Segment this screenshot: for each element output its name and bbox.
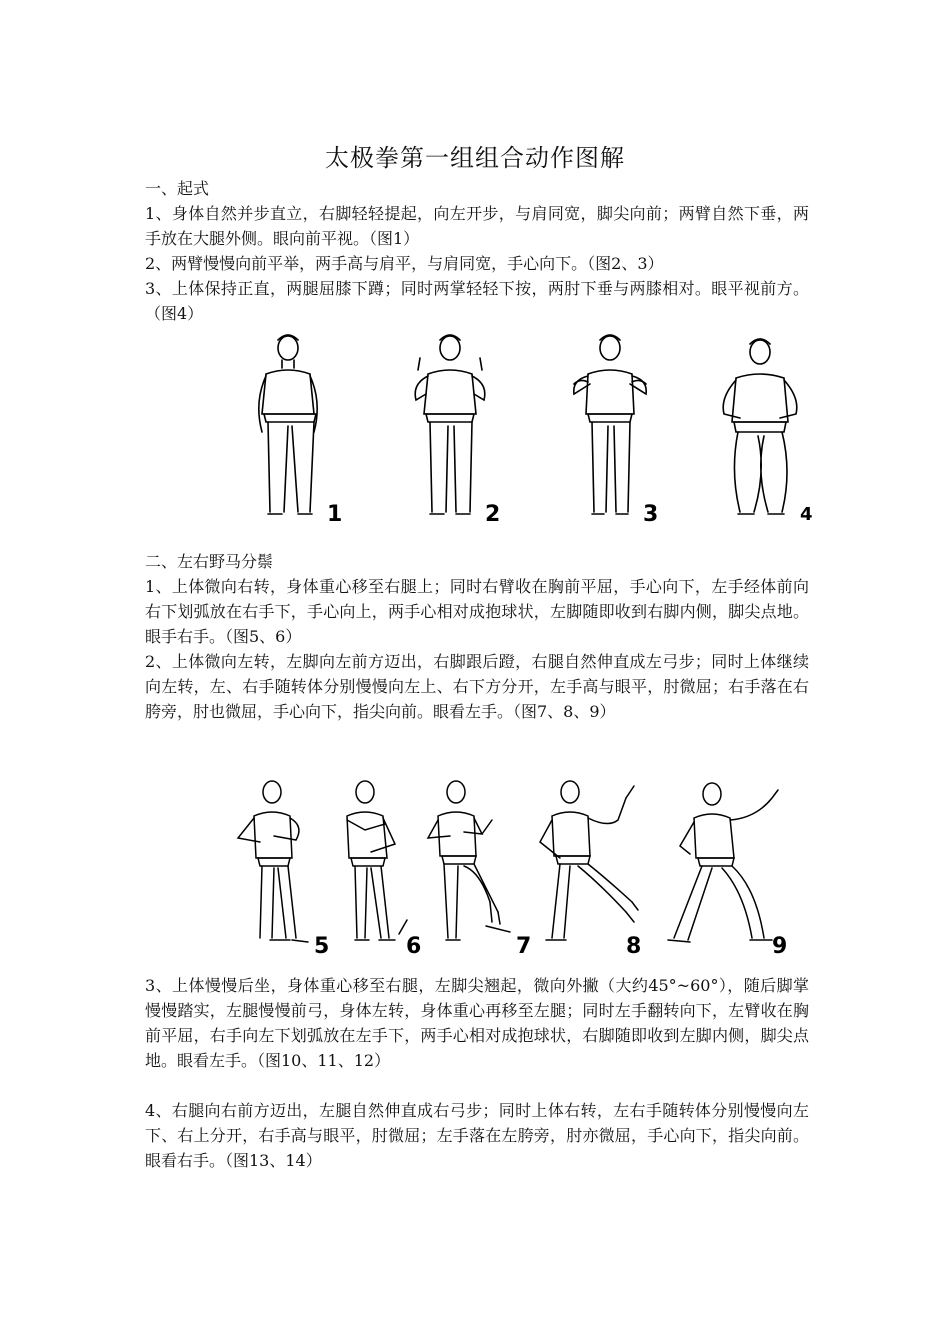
figure-label: 8 [626,934,642,959]
section-heading-qishi: 一、起式 [145,179,210,198]
figure-4-illustration [710,322,810,527]
figure-row-qishi [215,322,827,527]
paragraph-1-3: 3、上体保持正直，两腿屈膝下蹲；同时两掌轻轻下按，两肘下垂与两膝相对。眼平视前方。（图4） [145,279,809,323]
figure-2-illustration [400,322,500,527]
figure-label: 2 [485,502,501,527]
figure-6-illustration [335,762,425,952]
page-title: 太极拳第一组组合动作图解 [325,144,625,172]
paragraph-2-4: 4、右腿向右前方迈出，左腿自然伸直成右弓步；同时上体右转，左右手随转体分别慢慢向左下、右上分开，右手高与眼平，肘微屈；左手落在左胯旁，肘亦微屈，手心向下，指尖向前。眼看右手。（图13、14） [145,1101,809,1170]
figure-8-illustration [530,762,640,952]
paragraph-2-2: 2、上体微向左转，左脚向左前方迈出，右脚跟后蹬，右腿自然伸直成左弓步；同时上体继续向左转，左、右手随转体分别慢慢向左上、右下方分开，左手高与眼平，肘微屈；右手落在右胯旁，肘也微屈，手心向下，指尖向前。眼看左手。（图7、8、9） [145,652,809,721]
paragraph-2-3: 3、上体慢慢后坐，身体重心移至右腿，左脚尖翘起，微向外撇（大约45°~60°），随后脚掌慢慢踏实，左腿慢慢前弓，身体左转，身体重心再移至左腿；同时左手翻转向下，左臂收在胸前平屈，右手向左下划弧放在左手下，两手心相对成抱球状，右脚随即收到左脚内侧，脚尖点地。眼看左手。（图10、11、12） [145,976,809,1070]
figure-label: 6 [406,934,422,959]
figure-1-illustration [240,322,343,527]
figure-label: 1 [327,502,343,527]
paragraph-2-1: 1、上体微向右转，身体重心移至右腿上；同时右臂收在胸前平屈，手心向下，左手经体前向右下划弧放在右手下，手心向上，两手心相对成抱球状，左脚随即收到右脚内侧，脚尖点地。眼手右手。（图5、6） [145,577,809,646]
paragraph-1-1: 1、身体自然并步直立，右脚轻轻提起，向左开步，与肩同宽，脚尖向前；两臂自然下垂，两手放在大腿外侧。眼向前平视。（图1） [145,204,809,248]
paragraph-1-2: 2、两臂慢慢向前平举，两手高与肩平，与肩同宽，手心向下。（图2、3） [145,254,664,273]
figure-label: 9 [772,934,788,959]
figure-label: 4 [800,504,813,525]
figure-label: 5 [314,934,330,959]
figure-7-illustration [420,762,520,952]
figure-5-illustration [230,762,320,952]
figure-9-illustration [660,762,790,952]
figure-row-yemafenzong [200,762,810,962]
figure-label: 7 [516,934,532,959]
section-heading-yemafenzong: 二、左右野马分鬃 [145,552,274,571]
figure-label: 3 [643,502,659,527]
figure-3-illustration [560,322,660,527]
